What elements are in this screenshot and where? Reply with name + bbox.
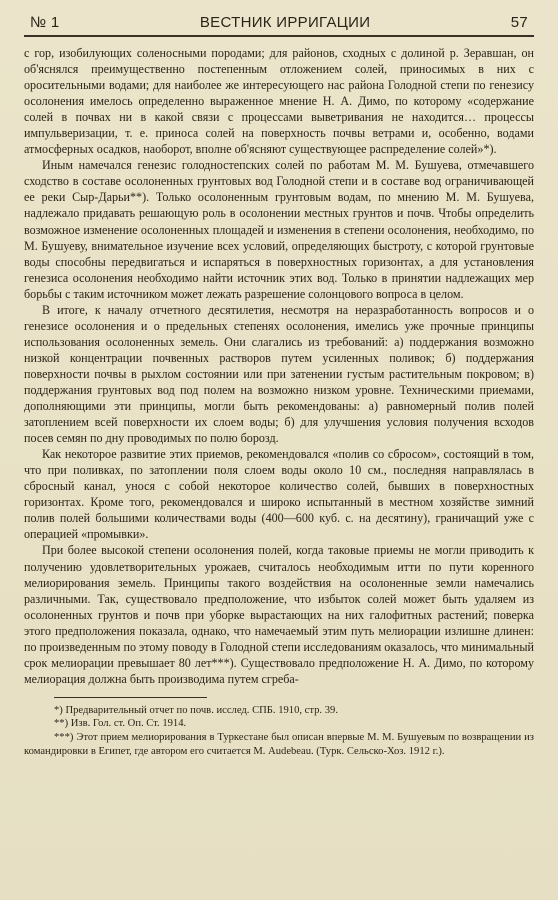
footnote-divider — [54, 697, 207, 698]
paragraph: Как некоторое развитие этих приемов, рекомендовался «полив со сбросом», состоящий в том, что при поливках, по затоплении поля слоем воды около 10 см., последняя направлялась в сбросный канал, унося с собой некоторое количество солей, бывших в поверхностных горизонтах. Кроме того, рекомендовался и широко испытанный в местном хозяйстве зимний полив полей большими количествами воды (400—600 куб. с. на десятину), граничащий уже с операцией «промывки». — [24, 447, 534, 542]
paragraph: При более высокой степени осолонения полей, когда таковые приемы не могли приводить к получению удовлетворительных урожаев, считалось необходимым итти по пути коренного мелиорирования земель. Принципы такого воздействия на осолоненные земли намечались различными. Так, существовало предположение, что избыток солей может быть удаляем из осолоненных грунтов и почв при уборке вырастающих на них галофитных растений; поверка этого предположения показала, однако, что намечаемый этим путь мелиорации излишне длинен: по произведенным по этому поводу в Голодной степи исследованиям оказалось, что минимальный срок мелиорации превышает 80 лет***). Существовало предположение Н. А. Димо, по которому мелиорация должна быть производима путем сгреба- — [24, 543, 534, 686]
paragraph: Иным намечался генезис голодностепских солей по работам М. М. Бушуева, отмечавшего сходство в составе осолоненных грунтовых вод Голодной степи и в составе вод ограничивающей ее реки Сыр-Дарьи**). Только осолоненным грунтовым водам, по мнению М. М. Бушуева, надлежало придавать решающую роль в осолонении местных грунтов и почв. Чтобы определить возможное изменение осолоненных площадей и изменения в степени осолонения, необходимо, по М. Бушуеву, внимательное изучение всех условий, определяющих быстроту, с которой грунтовые воды способны передвигаться и испаряться в поверхностных горизонтах, а для установления генезиса осолонения необходимо найти источник этих вод. Только в принятии надлежащих мер борьбы с таким источником может лежать разрешение солонцового вопроса в целом. — [24, 158, 534, 301]
page-number: 57 — [510, 14, 528, 31]
issue-number: № 1 — [30, 14, 60, 31]
footnote: *) Предварительный отчет по почв. исслед. СПБ. 1910, стр. 39. — [54, 704, 338, 716]
footnotes — [24, 704, 534, 758]
article-body — [24, 45, 534, 687]
footnote: **) Изв. Гол. ст. Оп. Ст. 1914. — [54, 718, 187, 730]
running-header — [24, 14, 534, 37]
journal-title: ВЕСТНИК ИРРИГАЦИИ — [199, 14, 371, 31]
paragraph: с гор, изобилующих соленосными породами; для районов, сходных с долиной р. Зеравшан, он об'яснялся преимущественно постепенным отложением солей, приносимых в них с оросительными водами; для наиболее же интересующего нас района Голодной степи по генезису осолонения имелось определенно выраженное мнение Н. А. Димо, по которому «содержание солей в почвах ни в какой связи с процессами выветривания не находится… процессы импульверизации, т. е. приноса солей на поверхность почвы ветрами и, особенно, водами атмосферных осадков, наоборот, вполне об'ясняют существующее распределение солей»*). — [24, 46, 534, 157]
paragraph: В итоге, к началу отчетного десятилетия, несмотря на неразработанность вопросов и о генезисе осолонения и о предельных степенях осолонения, имелись уже прочные принципы использования осолоненных земель. Они слагались из требований: а) поддержания возможно низкой концентрации почвенных растворов путем усиленных поливок; б) поддержания поверхности почвы в рыхлом состоянии или при затенении густым растительным покровом; в) поддержания грунтовых вод под полем на возможно низком уровне. Техническими приемами, дополняющими эти принципы, могли быть рекомендованы: а) равномерный полив полей затоплением всей поверхности их слоем воды; б) для улучшения условия получения всходов посев семян по дну проводимых по полю борозд. — [24, 302, 534, 446]
footnote: ***) Этот прием мелиорирования в Туркестане был описан впервые М. М. Бушуевым по возвращении из командировки в Египет, где автором его считается М. Audebeau. (Турк. Сельско-Хоз. 1912 г.). — [24, 732, 534, 757]
